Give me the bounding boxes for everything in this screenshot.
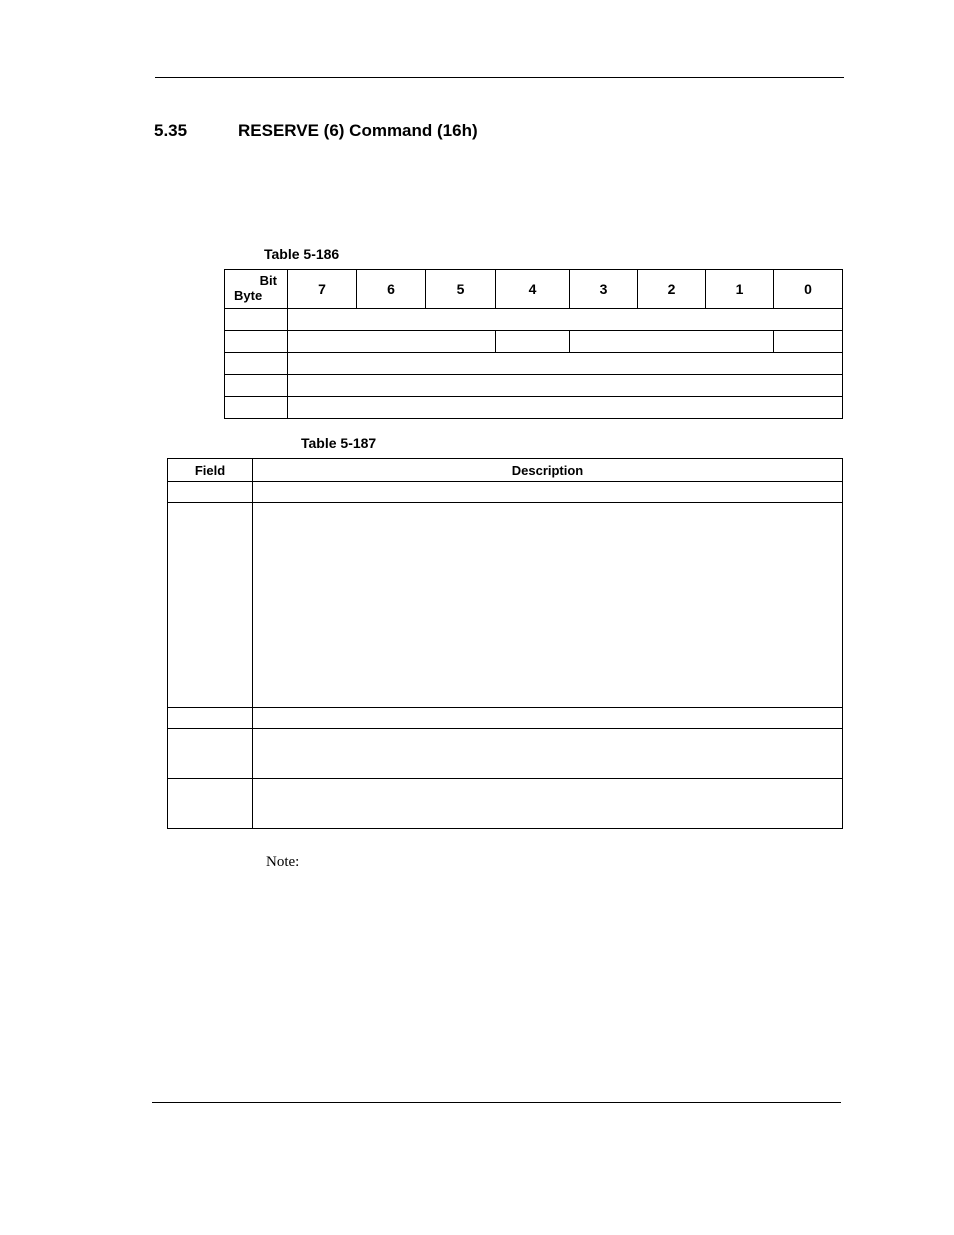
byte-field-cell xyxy=(496,331,570,353)
byte-field-cell xyxy=(288,309,843,331)
field-description-cell xyxy=(253,503,843,708)
bit-header-row xyxy=(225,270,843,309)
field-row xyxy=(168,779,843,829)
byte-row-4 xyxy=(225,397,843,419)
bit-3-header: 3 xyxy=(570,270,638,309)
note-label: Note: xyxy=(266,854,300,870)
byte-row-1 xyxy=(225,331,843,353)
field-description-cell xyxy=(253,482,843,503)
field-name-cell xyxy=(168,503,253,708)
field-column-header: Field xyxy=(168,459,253,482)
command-descriptor-table xyxy=(224,269,843,419)
field-row xyxy=(168,708,843,729)
byte-field-cell xyxy=(288,375,843,397)
byte-index-cell xyxy=(225,331,288,353)
byte-index-cell xyxy=(225,397,288,419)
top-rule xyxy=(155,77,844,78)
section-title: RESERVE (6) Command (16h) xyxy=(238,121,478,140)
field-name-cell xyxy=(168,482,253,503)
section-number: 5.35 xyxy=(154,121,188,140)
field-row xyxy=(168,503,843,708)
field-name-cell xyxy=(168,729,253,779)
bit-0-header: 0 xyxy=(774,270,843,309)
field-row xyxy=(168,729,843,779)
byte-row-2 xyxy=(225,353,843,375)
bit-5-header: 5 xyxy=(426,270,496,309)
table-187-caption: Table 5-187 xyxy=(301,435,377,451)
bit-4-header: 4 xyxy=(496,270,570,309)
field-name-cell xyxy=(168,779,253,829)
bit-6-header: 6 xyxy=(357,270,426,309)
byte-field-cell xyxy=(774,331,843,353)
bit-1-header: 1 xyxy=(706,270,774,309)
field-description-cell xyxy=(253,779,843,829)
bit-7-header: 7 xyxy=(288,270,357,309)
byte-index-cell xyxy=(225,353,288,375)
field-description-table xyxy=(167,458,843,829)
byte-label: Byte xyxy=(234,288,263,303)
bit-byte-cell xyxy=(225,270,288,309)
field-name-cell xyxy=(168,708,253,729)
byte-index-cell xyxy=(225,375,288,397)
bit-label: Bit xyxy=(259,273,277,288)
field-row xyxy=(168,482,843,503)
byte-row-3 xyxy=(225,375,843,397)
byte-field-cell xyxy=(288,353,843,375)
byte-field-cell xyxy=(288,397,843,419)
field-description-cell xyxy=(253,708,843,729)
field-description-cell xyxy=(253,729,843,779)
byte-field-cell xyxy=(288,331,496,353)
bottom-rule xyxy=(152,1102,841,1103)
byte-index-cell xyxy=(225,309,288,331)
bit-2-header: 2 xyxy=(638,270,706,309)
table-186-caption: Table 5-186 xyxy=(264,246,340,262)
byte-row-0 xyxy=(225,309,843,331)
field-header-row xyxy=(168,459,843,482)
description-column-header: Description xyxy=(253,459,843,482)
byte-field-cell xyxy=(570,331,774,353)
